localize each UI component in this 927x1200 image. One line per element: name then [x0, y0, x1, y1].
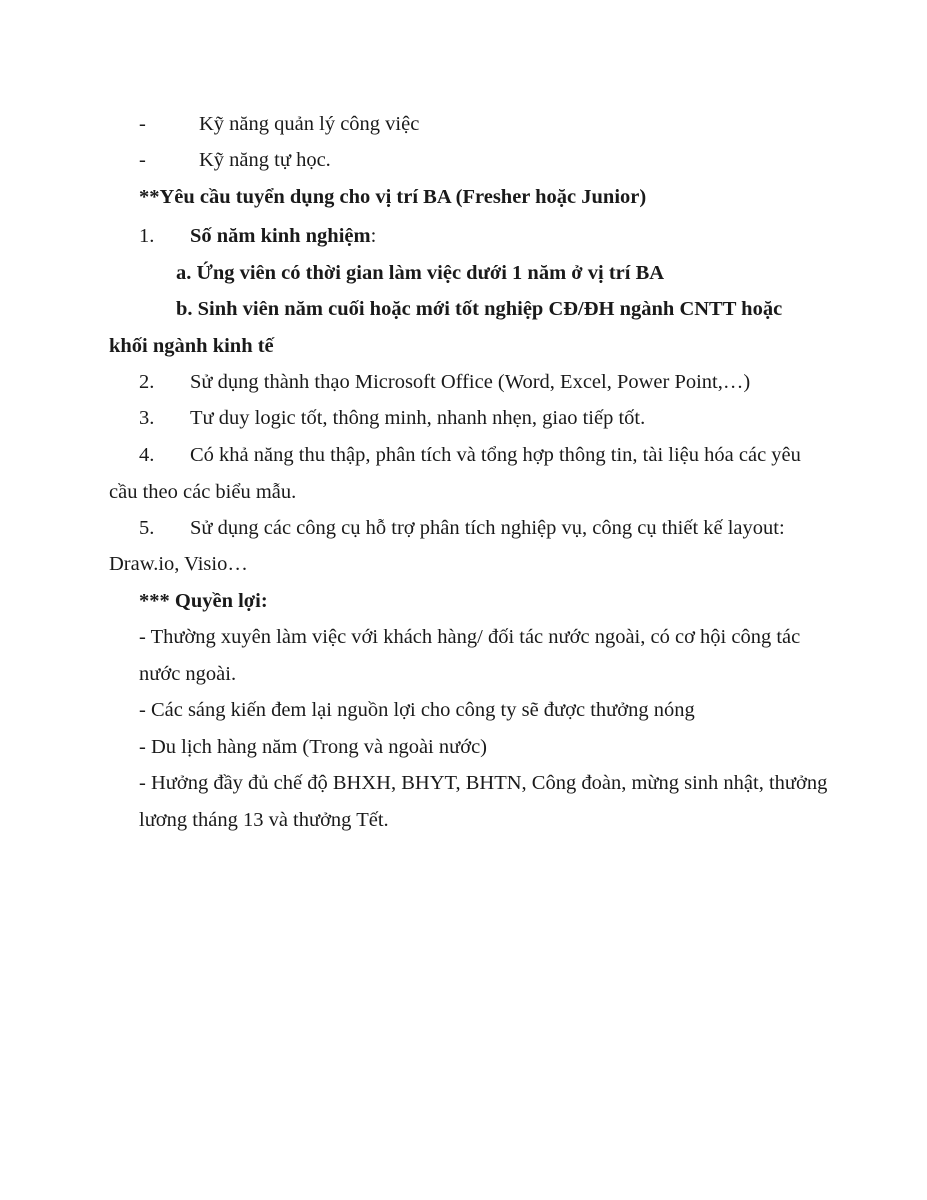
skill-item: Kỹ năng quản lý công việc [199, 113, 420, 135]
experience-title: Số năm kinh nghiệm [190, 225, 371, 247]
requirement-text-line1: Có khả năng thu thập, phân tích và tổng hợp thông tin, tài liệu hóa các yêu [190, 444, 801, 466]
list-number: 5. [139, 517, 155, 539]
requirements-heading: **Yêu cầu tuyển dụng cho vị trí BA (Fresher hoặc Junior) [139, 186, 647, 208]
requirement-text: Tư duy logic tốt, thông minh, nhanh nhẹn, giao tiếp tốt. [190, 407, 646, 429]
list-number: 1. [139, 225, 155, 247]
experience-sub-b-line2: khối ngành kinh tế [109, 335, 274, 357]
requirement-text-line1: Sử dụng các công cụ hỗ trợ phân tích nghiệp vụ, công cụ thiết kế layout: [190, 517, 785, 539]
list-number: 3. [139, 407, 155, 429]
benefit-item-line1: - Các sáng kiến đem lại nguồn lợi cho công ty sẽ được thưởng nóng [139, 699, 695, 721]
benefit-item-line2: nước ngoài. [139, 663, 237, 685]
requirement-text-line2: cầu theo các biểu mẫu. [109, 481, 297, 503]
requirement-text-line2: Draw.io, Visio… [109, 553, 248, 575]
benefit-item-line2: lương tháng 13 và thưởng Tết. [139, 809, 389, 831]
experience-sub-a: a. Ứng viên có thời gian làm việc dưới 1 năm ở vị trí BA [176, 262, 665, 284]
list-number: 2. [139, 371, 155, 393]
bullet-dash: - [139, 113, 146, 135]
requirement-text: Sử dụng thành thạo Microsoft Office (Word, Excel, Power Point,…) [190, 371, 751, 393]
list-number: 4. [139, 444, 155, 466]
experience-sub-b-line1: b. Sinh viên năm cuối hoặc mới tốt nghiệp CĐ/ĐH ngành CNTT hoặc [176, 298, 783, 320]
benefits-heading: *** Quyền lợi: [139, 590, 268, 612]
bullet-dash: - [139, 149, 146, 171]
benefit-item-line1: - Du lịch hàng năm (Trong và ngoài nước) [139, 736, 487, 758]
experience-title-wrap [190, 226, 376, 247]
benefit-item-line1: - Thường xuyên làm việc với khách hàng/ đối tác nước ngoài, có cơ hội công tác [139, 626, 801, 648]
skill-item: Kỹ năng tự học. [199, 149, 331, 171]
experience-title-colon: : [370, 225, 377, 247]
benefit-item-line1: - Hưởng đầy đủ chế độ BHXH, BHYT, BHTN, Công đoàn, mừng sinh nhật, thưởng [139, 772, 828, 794]
